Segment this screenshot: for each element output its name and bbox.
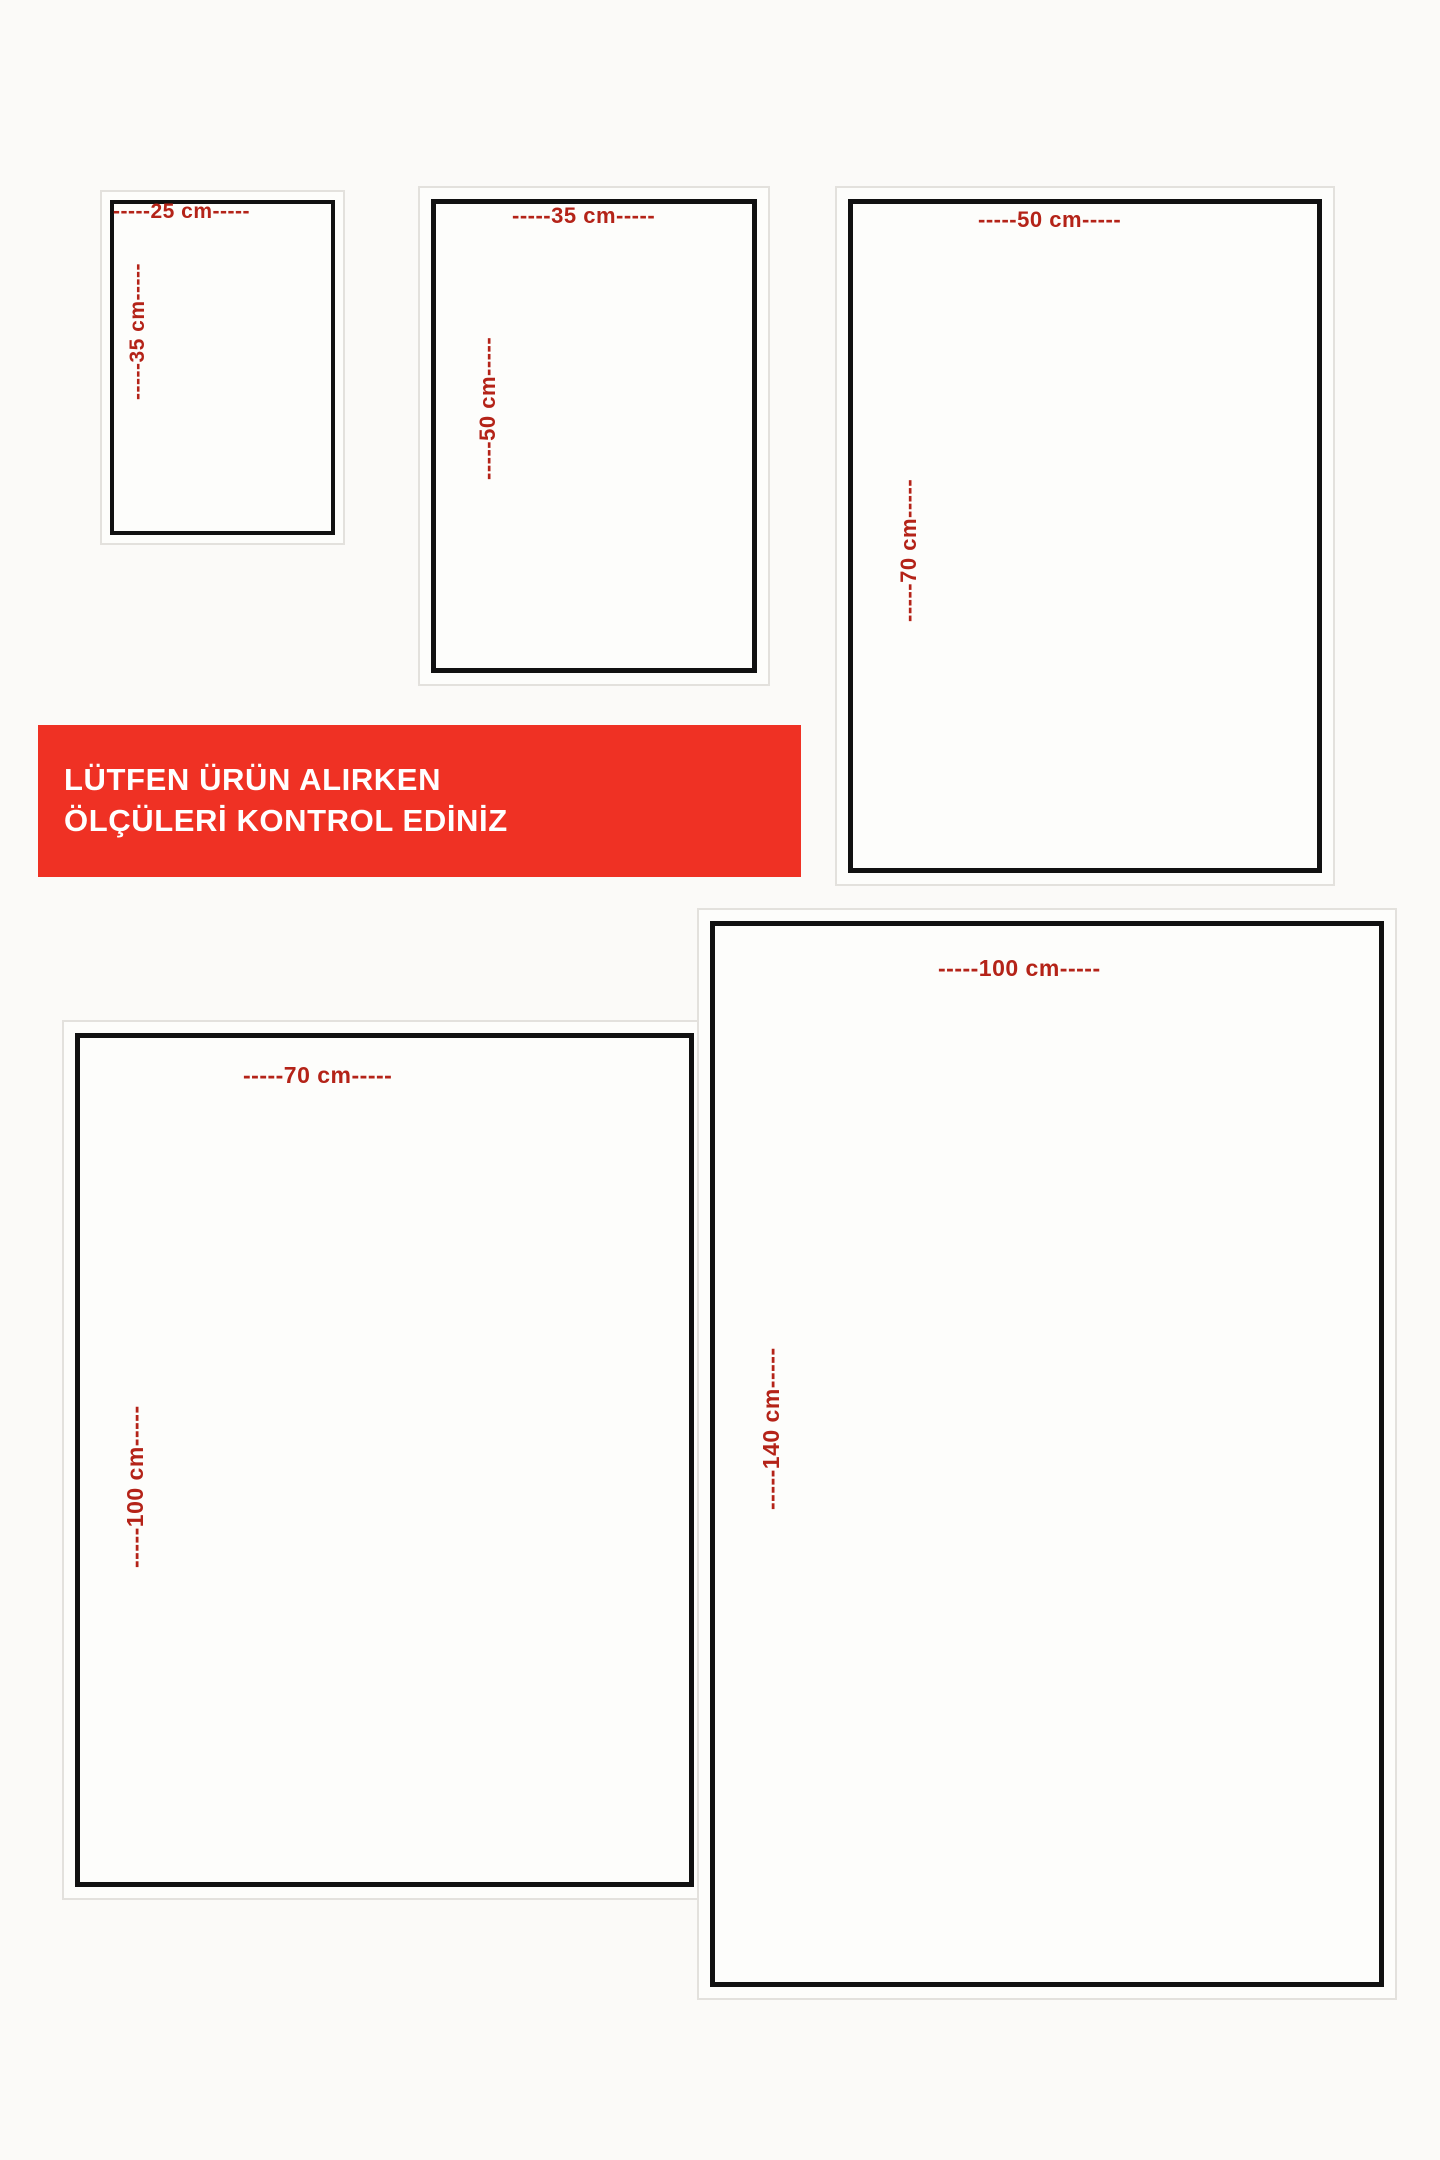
notice-line-2: ÖLÇÜLERİ KONTROL EDİNİZ (64, 803, 508, 838)
frame-100x140-height-label: -----140 cm----- (758, 1347, 784, 1510)
frame-100x140-inner (710, 921, 1384, 1987)
frame-70x100-width-label: -----70 cm----- (243, 1062, 393, 1088)
frame-35x50-height-label: -----50 cm----- (475, 336, 500, 480)
frame-70x100-height-label: -----100 cm----- (122, 1405, 148, 1568)
frame-35x50 (418, 186, 770, 686)
frame-25x35-width-label: -----25 cm----- (113, 200, 250, 223)
frame-50x70-width-label: -----50 cm----- (978, 207, 1122, 232)
frame-70x100 (62, 1020, 707, 1900)
size-check-notice (38, 725, 801, 877)
frame-100x140 (697, 908, 1397, 2000)
frame-35x50-width-label: -----35 cm----- (512, 203, 656, 228)
frame-50x70-height-label: -----70 cm----- (896, 478, 921, 622)
frame-70x100-inner (75, 1033, 694, 1887)
notice-line-1: LÜTFEN ÜRÜN ALIRKEN (64, 762, 442, 798)
frame-100x140-width-label: -----100 cm----- (938, 955, 1101, 981)
frame-25x35-height-label: -----35 cm----- (126, 263, 149, 400)
